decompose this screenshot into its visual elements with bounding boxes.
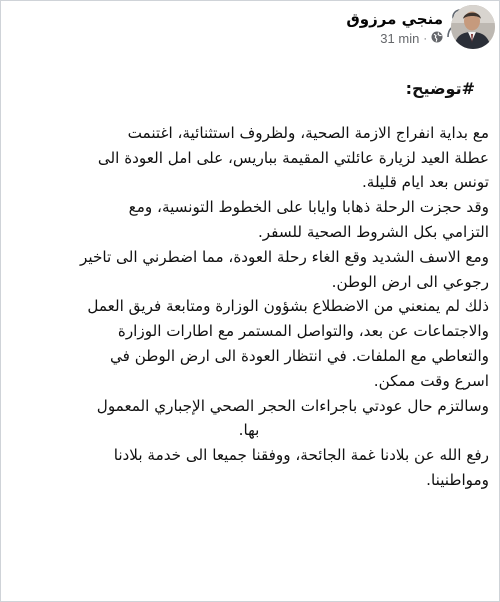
post-line: والتعاطي مع الملفات. في انتظار العودة الى ارض الوطن في — [109, 346, 489, 365]
post-header — [1, 1, 499, 61]
post-line: والاجتماعات عن بعد، والتواصل المستمر مع اطارات الوزارة — [117, 322, 489, 341]
author-block — [346, 9, 443, 46]
post-meta — [346, 31, 443, 46]
post-line: بها. — [238, 421, 260, 440]
post-text — [9, 77, 489, 493]
post-line: تونس بعد ايام قليلة. — [361, 173, 489, 192]
post-line: اسرع وقت ممكن. — [373, 371, 489, 390]
post-line: عطلة العيد لزيارة عائلتي المقيمة بباريس، على امل العودة الى — [97, 148, 489, 167]
avatar[interactable] — [451, 5, 495, 49]
meta-separator: · — [423, 32, 427, 45]
globe-icon — [431, 31, 443, 46]
post-line: ومواطنينا. — [426, 470, 489, 489]
hashtag-link[interactable]: #توضيح: — [405, 79, 475, 98]
post-time[interactable]: 31 min — [380, 31, 420, 46]
post-line: رجوعي الى ارض الوطن. — [331, 272, 489, 291]
author-name[interactable]: منجي مرزوق — [346, 10, 443, 28]
post-line: وسالتزم حال عودتي باجراءات الحجر الصحي الإجباري المعمول — [96, 396, 489, 415]
post-line: وقد حجزت الرحلة ذهابا وايابا على الخطوط التونسية، ومع — [128, 198, 489, 217]
post-line: ذلك لم يمنعني من الاضطلاع بشؤون الوزارة ومتابعة فريق العمل — [87, 297, 489, 316]
post-line: ومع الاسف الشديد وقع الغاء رحلة العودة، مما اضطرني الى تاخير — [80, 247, 489, 266]
post-line: مع بداية انفراج الازمة الصحية، ولظروف استثنائية، اغتنمت — [127, 123, 489, 142]
post-line: التزامي بكل الشروط الصحية للسفر. — [257, 222, 489, 241]
post-line: رفع الله عن بلادنا غمة الجائحة، ووفقنا جميعا الى خدمة بلادنا — [113, 446, 489, 465]
